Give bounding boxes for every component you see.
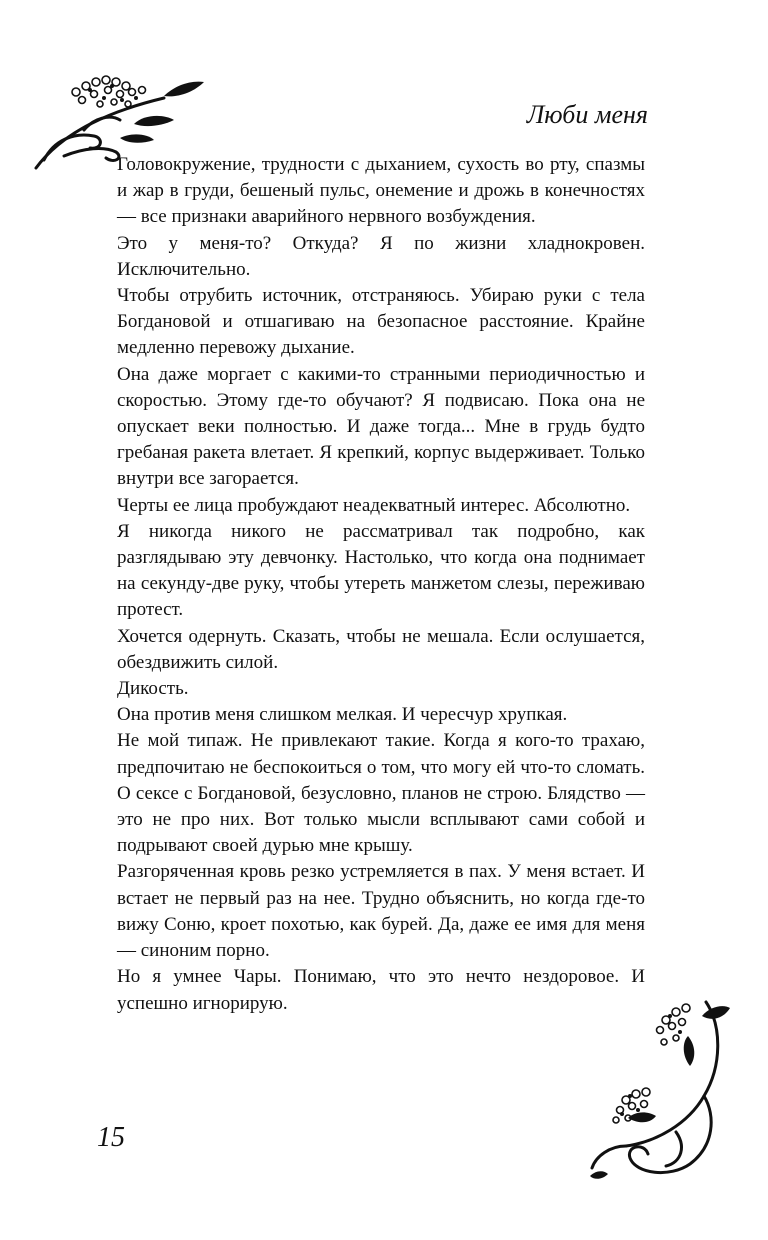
paragraph: Хочется одернуть. Сказать, чтобы не мешала. Если ослушается, обездвижить силой. bbox=[117, 625, 645, 673]
paragraph: Не мой типаж. Не привлекают такие. Когда я кого-то трахаю, предпочитаю не беспокоиться о том, что могу ей что-то сломать. О сексе с Богдановой, безусловно, планов не строю. Блядство — это не про них. Вот только мысли всплывают сами собой и подрывают своей дурью мне крышу. bbox=[117, 730, 645, 857]
floral-flourish-bottom-right-icon bbox=[586, 996, 736, 1188]
paragraph: Чтобы отрубить источник, отстраняюсь. Убираю руки с тела Богдановой и отшагиваю на безопасное расстояние. Крайне медленно перевожу дыхание. bbox=[117, 285, 645, 359]
paragraph: Разгоряченная кровь резко устремляется в пах. У меня встает. И встает не первый раз на нее. Трудно объяснить, но когда где-то вижу Соню, кроет похотью, как бурей. Да, даже ее имя для меня — синоним порно. bbox=[117, 861, 645, 962]
paragraph: Она против меня слишком мелкая. И чересчур хрупкая. bbox=[117, 704, 568, 726]
paragraph: Дикость. bbox=[117, 678, 189, 700]
page-number: 15 bbox=[97, 1122, 125, 1153]
body-text bbox=[117, 152, 645, 1017]
paragraph: Она даже моргает с какими-то странными периодичностью и скоростью. Этому где-то обучают? Я подвисаю. Пока она не опускает веки полностью. И даже тогда... Мне в грудь будто гребаная ракета влетает. Я крепкий, корпус выдерживает. Только внутри все загорается. bbox=[117, 363, 645, 490]
paragraph: Головокружение, трудности с дыханием, сухость во рту, спазмы и жар в груди, бешеный пульс, онемение и дрожь в конечностях — все признаки аварийного нервного возбуждения. bbox=[117, 154, 645, 228]
running-title: Люби меня bbox=[526, 100, 648, 129]
paragraph: Но я умнее Чары. Понимаю, что это нечто нездоровое. И успешно игнорирую. bbox=[117, 966, 645, 1014]
paragraph: Я никогда никого не рассматривал так подробно, как разглядываю эту девчонку. Настолько, что когда она поднимает на секунду-две руку, чтобы утереть манжетом слезы, переживаю протест. bbox=[117, 520, 645, 621]
paragraph: Это у меня-то? Откуда? Я по жизни хладнокровен. Исключительно. bbox=[117, 232, 645, 280]
paragraph: Черты ее лица пробуждают неадекватный интерес. Абсолютно. bbox=[117, 494, 631, 516]
